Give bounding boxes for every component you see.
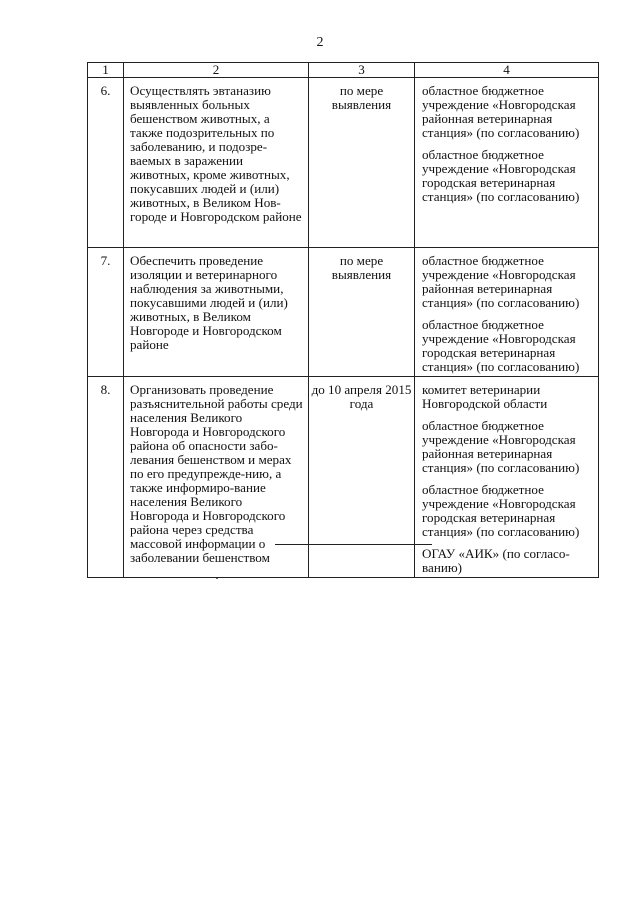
executor-item: комитет ветеринарии Новгородской области — [422, 382, 548, 411]
executor-item: областное бюджетное учреждение «Новгородская районная ветеринарная станция» (по согласованию) — [422, 418, 580, 475]
column-header-action: 2 — [124, 63, 309, 78]
executor-item: областное бюджетное учреждение «Новгородская городская ветеринарная станция» (по согласованию) — [422, 317, 580, 374]
end-of-document-line — [275, 544, 432, 545]
executor-item: ОГАУ «АИК» (по согласо-ванию) — [422, 546, 570, 575]
executor-item: областное бюджетное учреждение «Новгородская городская ветеринарная станция» (по согласованию) — [422, 147, 580, 204]
row-action: Организовать проведение разъяснительной работы среди населения Великого Новгорода и Новгородского района об опасности забо-левания бешенством и мерах по его предупрежде-нию, а также информиро-вание населения Великого Новгорода и Новгородского района через средства массовой информации о заболевании бешенством — [124, 377, 309, 578]
row-term: до 10 апреля 2015 года — [309, 377, 415, 578]
row-executors — [415, 377, 599, 578]
scan-speck — [216, 578, 218, 579]
executor-item: областное бюджетное учреждение «Новгородская городская ветеринарная станция» (по согласованию) — [422, 482, 580, 539]
executor-item: областное бюджетное учреждение «Новгородская районная ветеринарная станция» (по согласованию) — [422, 253, 580, 310]
row-executors — [415, 248, 599, 377]
table-header-row — [88, 63, 599, 78]
row-action: Обеспечить проведение изоляции и ветеринарного наблюдения за животными, покусавшими людей и (или) животных, в Великом Новгороде и Новгородском районе — [124, 248, 309, 377]
page-number: 2 — [316, 35, 324, 50]
row-term: по мере выявления — [309, 248, 415, 377]
measures-table — [87, 62, 599, 578]
row-term: по мере выявления — [309, 78, 415, 248]
column-header-executors: 4 — [415, 63, 599, 78]
column-header-term: 3 — [309, 63, 415, 78]
table-row — [88, 78, 599, 248]
row-executors — [415, 78, 599, 248]
row-number: 6. — [88, 78, 124, 248]
column-header-number: 1 — [88, 63, 124, 78]
row-number: 7. — [88, 248, 124, 377]
row-number: 8. — [88, 377, 124, 578]
executor-item: областное бюджетное учреждение «Новгородская районная ветеринарная станция» (по согласованию) — [422, 83, 580, 140]
table-row — [88, 377, 599, 578]
row-action: Осуществлять эвтаназию выявленных больных бешенством животных, а также подозрительных по заболеванию, и подозре-ваемых в заражении животных, кроме животных, покусавших людей и (или) животных, в Великом Нов-городе и Новгородском районе — [124, 78, 309, 248]
table-row — [88, 248, 599, 377]
